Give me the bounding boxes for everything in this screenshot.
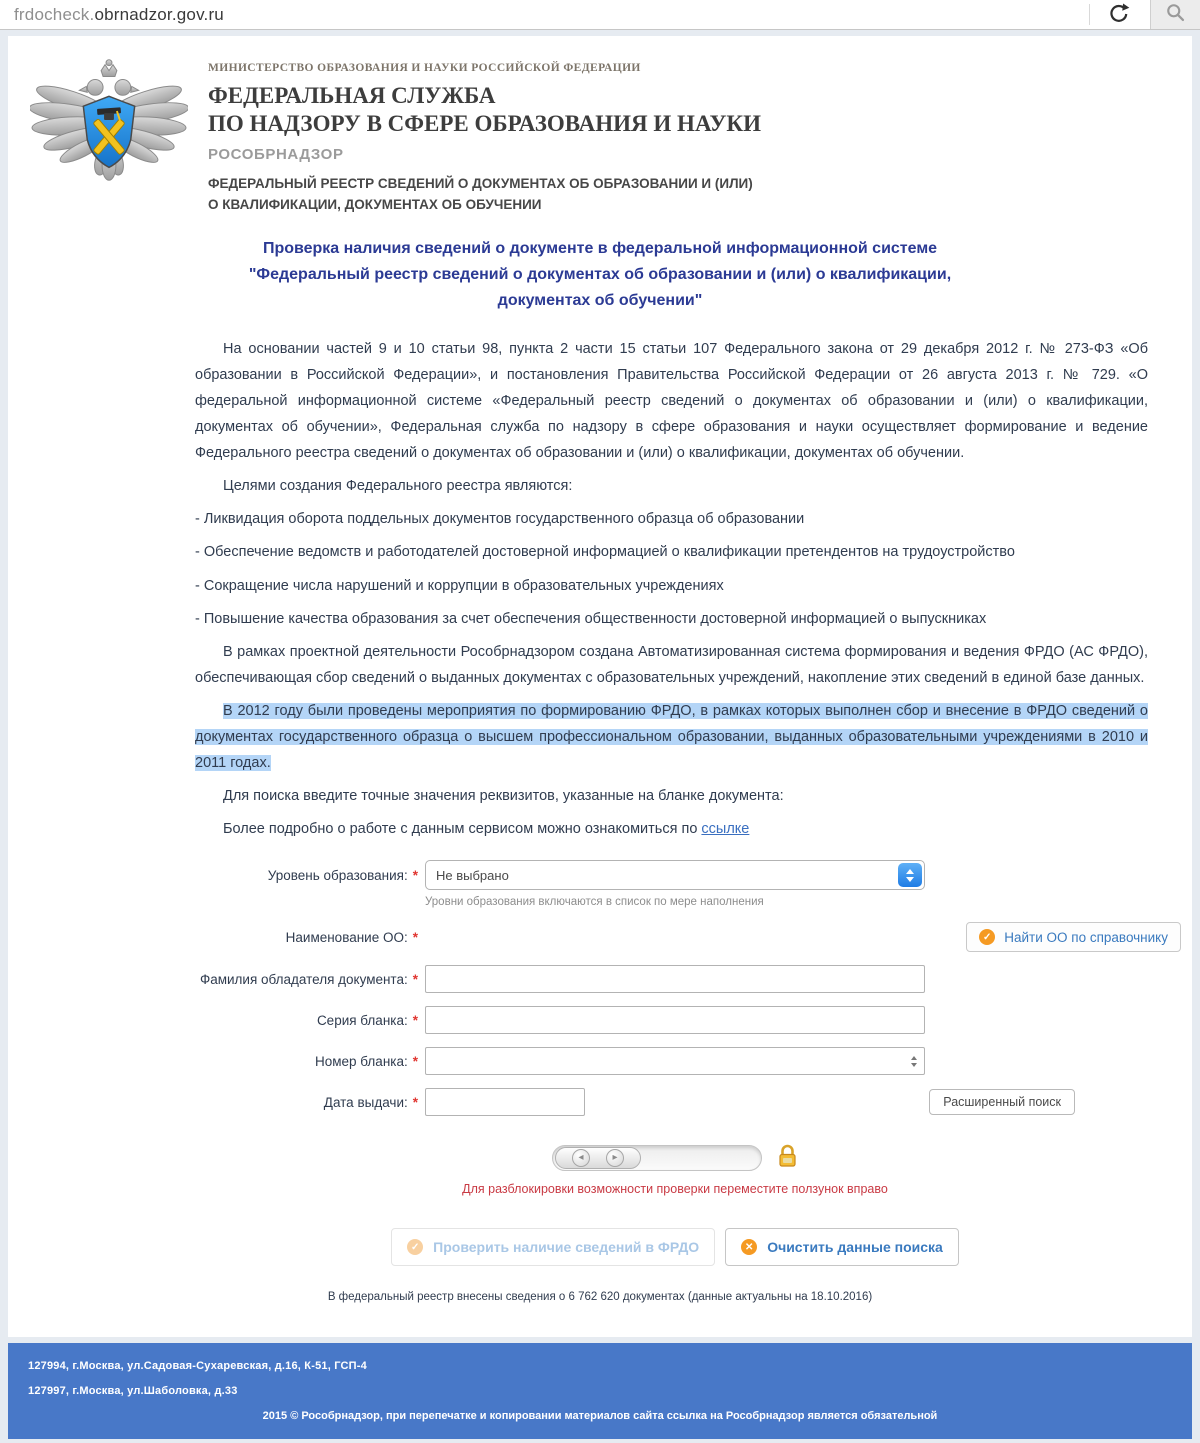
required-asterisk: * (412, 971, 418, 987)
page-title-line3: документах об обучении" (497, 291, 703, 309)
url-subdomain: frdocheck. (14, 4, 95, 24)
issue-date-label: Дата выдачи: * (323, 1094, 418, 1110)
required-asterisk: * (412, 867, 418, 883)
reload-icon (1107, 2, 1130, 28)
unlock-slider-track[interactable] (552, 1145, 762, 1171)
more-info-link[interactable]: ссылке (701, 821, 750, 838)
education-level-helper: Уровни образования включаются в список по мере наполнения (425, 896, 764, 909)
required-asterisk: * (412, 929, 418, 945)
footer-address-1: 127994, г.Москва, ул.Садовая-Сухаревская, д.16, К-51, ГСП-4 (28, 1360, 367, 1372)
service-name (208, 82, 761, 137)
number-row (8, 1047, 1192, 1075)
search-icon (1165, 2, 1186, 28)
education-level-row (8, 860, 1192, 890)
required-asterisk: * (412, 1012, 418, 1028)
unlock-slider-handle[interactable] (555, 1147, 641, 1169)
find-org-button-label: Найти ОО по справочнику (1004, 929, 1168, 945)
paragraph-highlighted (195, 698, 1148, 776)
service-name-line1: ФЕДЕРАЛЬНАЯ СЛУЖБА (208, 83, 496, 108)
number-input[interactable] (425, 1047, 925, 1075)
registry-count-info: В федеральный реестр внесены сведения о 6 762 620 документах (данные актуальны на 18.10.2016) (327, 1291, 873, 1304)
goal-item: - Сокращение числа нарушений и коррупции в образовательных учреждениях (195, 577, 724, 594)
check-circle-icon: ✓ (407, 1239, 423, 1255)
advanced-search-button[interactable]: Расширенный поиск (929, 1089, 1075, 1115)
header-text-block (208, 56, 761, 216)
unlock-slider-area (8, 1144, 1192, 1171)
site-header (8, 36, 1192, 216)
more-info-line (195, 816, 1148, 842)
required-asterisk: * (412, 1053, 418, 1069)
surname-row (8, 965, 1192, 993)
paragraph-legal-basis: На основании частей 9 и 10 статьи 98, пункта 2 части 15 статьи 107 Федерального закона от 29 декабря 2012 г. № 273-ФЗ «Об образовании в Российской Федерации», и постановления Правительства Российской Федерации от 26 августа 2013 г. № 729. «О федеральной информационной системе «Федеральный реестр сведений о документах об образовании и (или) о квалификации, документах об обучении», Федеральная служба по надзору в сфере образования и науки осуществляет формирование и ведение Федерального реестра сведений о документах об образовании и (или) о квалификации, документах об обучении. (195, 340, 1148, 462)
education-level-selected-value: Не выбрано (436, 867, 509, 883)
unlock-hint-text: Для разблокировки возможности проверки переместите ползунок вправо (462, 1182, 888, 1197)
page-title-line2: "Федеральный реестр сведений о документах об образовании и (или) о квалификации, (248, 265, 952, 283)
page-title-line1: Проверка наличия сведений о документе в федеральной информационной системе (262, 240, 938, 258)
check-frdo-button-label: Проверить наличие сведений в ФРДО (433, 1239, 700, 1256)
number-spinner-icon[interactable] (907, 1051, 920, 1071)
chevron-up-down-icon[interactable] (898, 863, 922, 887)
goals-intro: Целями создания Федерального реестра являются: (223, 478, 573, 495)
issue-date-row (8, 1088, 1192, 1116)
x-circle-icon: ✕ (741, 1239, 757, 1255)
find-org-button[interactable] (966, 922, 1181, 952)
goal-item: - Повышение качества образования за счет обеспечения общественности достоверной информацией о выпускниках (195, 610, 987, 627)
intro-text (195, 336, 1148, 843)
reload-button[interactable] (1104, 2, 1132, 28)
number-label: Номер бланка: * (315, 1053, 418, 1069)
highlighted-selection: В 2012 году были проведены мероприятия по формированию ФРДО, в рамках которых выполнен сбор и внесение в ФРДО сведений о документах государственного образца о высшем профессиональном образовании, выданных образовательными учреждениями в 2010 и 2011 годах. (195, 702, 1148, 772)
education-level-select[interactable] (425, 860, 925, 890)
toolbar-divider (1089, 4, 1090, 25)
slider-right-arrow-icon[interactable]: ▸ (606, 1149, 624, 1167)
check-circle-icon: ✓ (979, 929, 995, 945)
org-name-label: Наименование ОО: * (285, 929, 418, 945)
search-panel[interactable] (1150, 0, 1200, 29)
form-actions (8, 1228, 1192, 1266)
service-name-line2: ПО НАДЗОРУ В СФЕРЕ ОБРАЗОВАНИЯ И НАУКИ (208, 110, 761, 136)
lock-icon (777, 1144, 798, 1171)
site-content (8, 36, 1192, 1337)
paragraph-frdo-system: В рамках проектной деятельности Рособрнадзором создана Автоматизированная система формирования и ведения ФРДО (АС ФРДО), обеспечивающая сбор сведений о выданных документах с образовательных учреждений, накопление этих сведений в единой базе данных. (195, 643, 1148, 686)
registry-name (208, 174, 761, 216)
slider-left-arrow-icon[interactable]: ◂ (572, 1149, 590, 1167)
footer-address-2: 127997, г.Москва, ул.Шаболовка, д.33 (28, 1385, 238, 1397)
address-bar[interactable] (14, 5, 224, 25)
document-check-form (8, 860, 1192, 1303)
browser-toolbar (0, 0, 1200, 30)
page-bottom-strip (8, 1439, 1192, 1443)
url-domain: obrnadzor.gov.ru (94, 4, 224, 24)
page-background (0, 30, 1200, 1443)
org-name-row (8, 922, 1192, 952)
series-input[interactable] (425, 1006, 925, 1034)
clear-search-button[interactable] (725, 1228, 959, 1266)
search-instruction: Для поиска введите точные значения реквизитов, указанные на бланке документа: (223, 788, 784, 805)
issue-date-input[interactable] (425, 1088, 585, 1116)
goal-item: - Обеспечение ведомств и работодателей достоверной информацией о квалификации претендентов на трудоустройство (195, 544, 1015, 561)
series-label: Серия бланка: * (316, 1012, 418, 1028)
check-frdo-button[interactable] (391, 1228, 715, 1266)
page-title (8, 236, 1192, 314)
required-asterisk: * (412, 1094, 418, 1110)
surname-input[interactable] (425, 965, 925, 993)
series-row (8, 1006, 1192, 1034)
goal-item: - Ликвидация оборота поддельных документов государственного образца об образовании (195, 511, 805, 528)
footer-copyright: 2015 © Рособрнадзор, при перепечатке и копировании материалов сайта ссылка на Рособрнадзор является обязательной (262, 1410, 938, 1422)
ministry-line: МИНИСТЕРСТВО ОБРАЗОВАНИЯ И НАУКИ РОССИЙСКОЙ ФЕДЕРАЦИИ (208, 62, 641, 74)
surname-label: Фамилия обладателя документа: * (199, 971, 418, 987)
more-info-text: Более подробно о работе с данным сервисом можно ознакомиться по (223, 821, 702, 838)
registry-name-line2: О КВАЛИФИКАЦИИ, ДОКУМЕНТАХ ОБ ОБУЧЕНИИ (208, 197, 542, 213)
registry-name-line1: ФЕДЕРАЛЬНЫЙ РЕЕСТР СВЕДЕНИЙ О ДОКУМЕНТАХ ОБ ОБРАЗОВАНИИ И (ИЛИ) (208, 176, 753, 192)
clear-search-button-label: Очистить данные поиска (767, 1239, 943, 1256)
site-footer (8, 1343, 1192, 1439)
education-level-label: Уровень образования: * (267, 867, 418, 883)
agency-short-name: РОСОБРНАДЗОР (208, 146, 344, 164)
rosobrnadzor-eagle-logo (30, 56, 188, 184)
